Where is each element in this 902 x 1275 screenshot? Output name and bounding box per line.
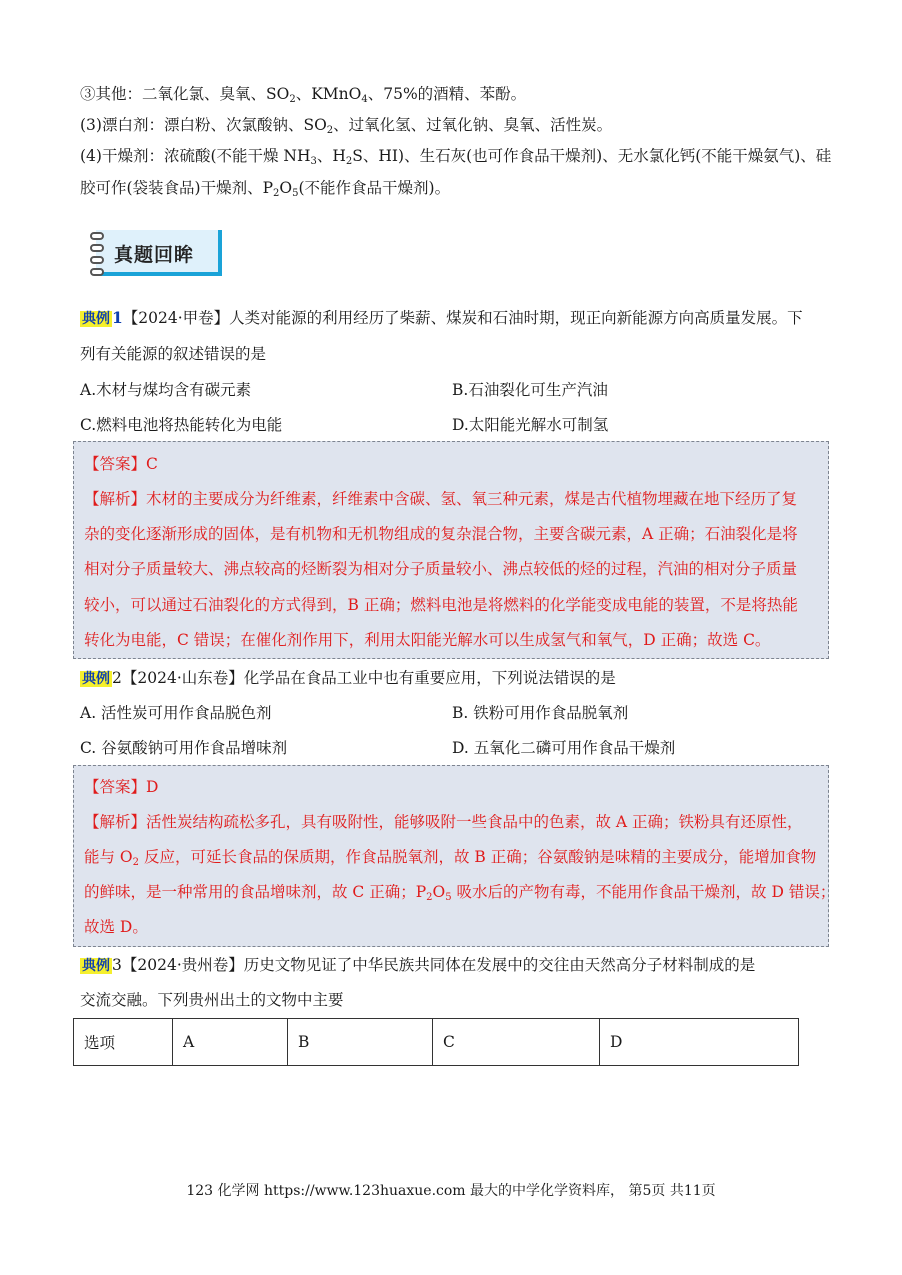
table-cell: D [600,1019,799,1066]
table-row [74,1019,799,1066]
example-number: 1 [112,308,123,327]
q1-explanation-line-2: 杂的变化逐渐形成的固体，是有机物和无机物组成的复杂混合物，主要含碳元素，A 正确；石油裂化是将 [84,525,798,543]
table-cell: 选项 [74,1019,173,1066]
banner-title: 真题回眸 [114,244,195,266]
table-cell: A [173,1019,288,1066]
q2-answer: 【答案】D [84,778,159,796]
example-number: 3 [112,956,122,974]
binder-ring-icon [90,256,104,264]
q2-stem-line-1: 典例 2【2024·山东卷】化学品在食品工业中也有重要应用，下列说法错误的是 [82,669,616,687]
q3-stem-line-1: 典例 3【2024·贵州卷】历史文物见证了中华民族共同体在发展中的交往由天然高分子材料制成的是 [82,956,756,974]
example-tag: 典例 [82,311,110,327]
q2-explanation-line-2: 能与 $O_2$ 反应，可延长食品的保质期，作食品脱氧剂，故 B 正确；谷氨酸钠是味精的主要成分，能增加食物 [84,848,817,868]
q1-stem-line-2: 列有关能源的叙述错误的是 [80,345,267,363]
q1-explanation-line-5: 转化为电能，C 错误；在催化剂作用下，利用太阳能光解水可以生成氢气和氧气，D 正确；故选 C。 [84,631,771,649]
q2-answer-box [73,765,836,947]
q1-option-d: D.太阳能光解水可制氢 [452,416,609,434]
q1-explanation-line-1: 【解析】木材的主要成分为纤维素，纤维素中含碳、氢、氧三种元素，煤是古代植物埋藏在地下经历了复 [84,490,798,508]
note-line-4: 胶可作(袋装食品)干燥剂、$P_2O_5$(不能作食品干燥剂)。 [80,179,451,199]
note-line-3: (4)干燥剂：浓硫酸(不能干燥 $NH_3$、$H_2S$、HI)、生石灰(也可作食品干燥剂)、无水氯化钙(不能干燥氨气)、硅 [80,147,832,167]
q1-stem-line-1: 典例 1【2024·甲卷】人类对能源的利用经历了柴薪、煤炭和石油时期，现正向新能源方向高质量发展。下 [82,308,803,327]
q1-option-c: C.燃料电池将热能转化为电能 [80,416,283,434]
q1-answer: 【答案】C [84,455,158,473]
page-footer: 123 化学网 https://www.123huaxue.com 最大的中学化学资料库， 第5页 共11页 [186,1183,716,1199]
section-banner [88,226,222,278]
q2-option-b: B. 铁粉可用作食品脱氧剂 [452,704,629,722]
example-tag: 典例 [82,671,110,687]
q1-explanation-line-4: 较小，可以通过石油裂化的方式得到，B 正确；燃料电池是将燃料的化学能变成电能的装置，不是将热能 [84,596,798,614]
binder-ring-icon [90,268,104,276]
note-line-1: ③其他：二氧化氯、臭氧、$SO_2$、KMnO$_4$、75%的酒精、苯酚。 [80,85,527,105]
q2-option-c: C. 谷氨酸钠可用作食品增味剂 [80,739,288,757]
q1-answer-box [73,441,829,659]
q2-explanation-line-1: 【解析】活性炭结构疏松多孔，具有吸附性，能够吸附一些食品中的色素，故 A 正确；铁粉具有还原性， [84,813,803,831]
q3-stem-line-2: 交流交融。下列贵州出土的文物中主要 [80,991,344,1009]
q2-explanation-line-3: 的鲜味，是一种常用的食品增味剂，故 C 正确；$P_2O_5$ 吸水后的产物有毒，不能用作食品干燥剂，故 D 错误； [84,883,836,903]
example-tag: 典例 [82,958,110,974]
q1-option-b: B.石油裂化可生产汽油 [452,381,608,399]
q2-option-a: A. 活性炭可用作食品脱色剂 [80,704,272,722]
q1-explanation-line-3: 相对分子质量较大、沸点较高的烃断裂为相对分子质量较小、沸点较低的烃的过程，汽油的相对分子质量 [84,560,798,578]
q2-option-d: D. 五氧化二磷可用作食品干燥剂 [452,739,676,757]
note-line-2: (3)漂白剂：漂白粉、次氯酸钠、$SO_2$、过氧化氢、过氧化钠、臭氧、活性炭。 [80,116,613,136]
q3-options-table [73,1018,799,1066]
binder-ring-icon [90,244,104,252]
table-cell: C [433,1019,600,1066]
table-cell: B [288,1019,433,1066]
example-number: 2 [112,669,122,687]
q2-explanation-line-4: 故选 D。 [84,918,148,936]
q1-option-a: A.木材与煤均含有碳元素 [80,381,252,399]
binder-ring-icon [90,232,104,240]
